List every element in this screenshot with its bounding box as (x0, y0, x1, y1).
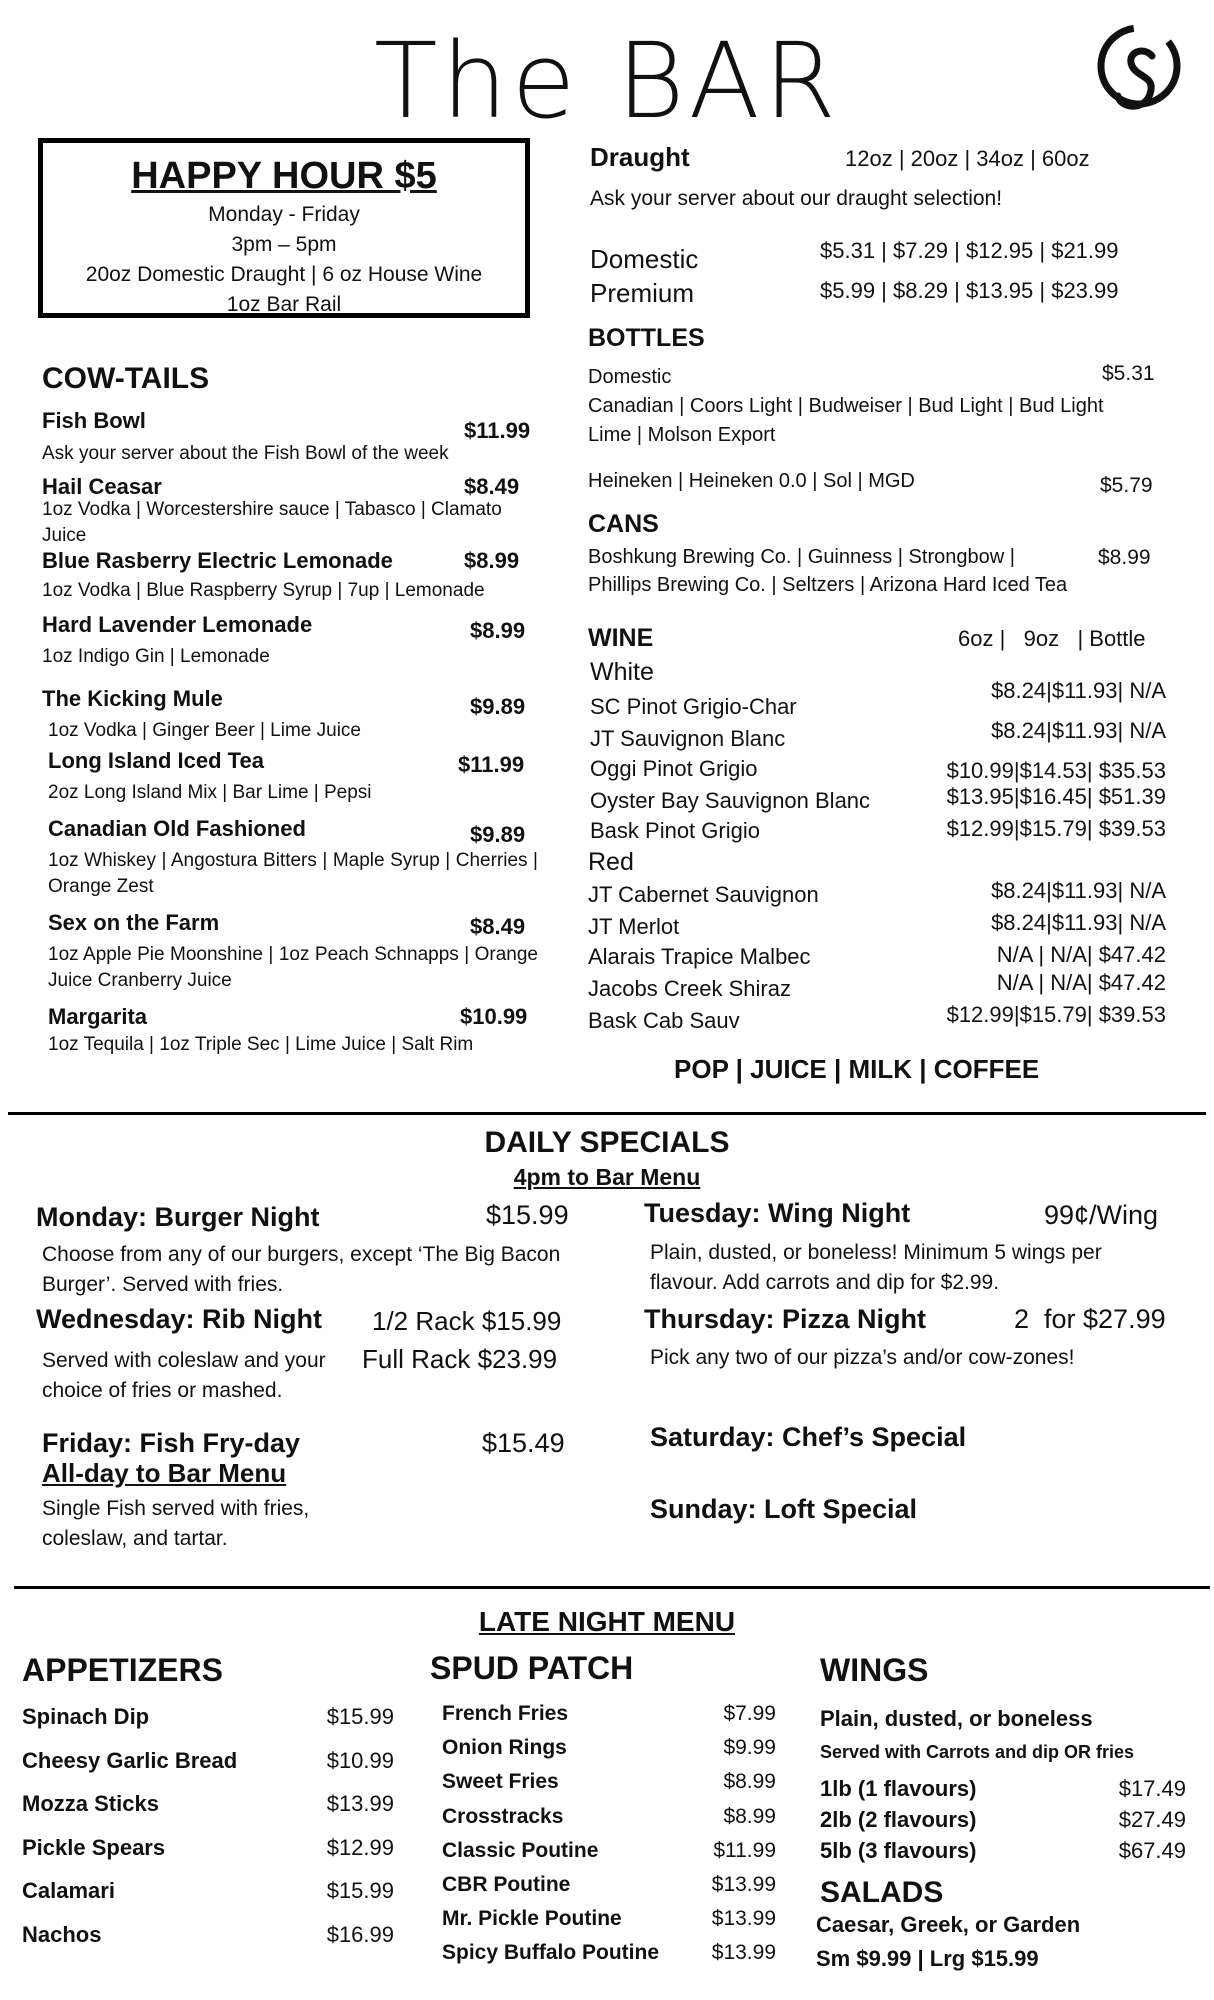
menu-item-name: 1lb (1 flavours) (820, 1776, 977, 1801)
daily-specials-subheading: 4pm to Bar Menu (513, 1164, 701, 1190)
special-thursday-price: 2 for $27.99 (1014, 1304, 1166, 1334)
menu-item-name: CBR Poutine (442, 1873, 571, 1896)
special-tuesday-title: Tuesday: Wing Night (644, 1198, 911, 1228)
bottles-domestic-price: $5.31 (1102, 362, 1155, 385)
menu-item-desc: 1oz Tequila | 1oz Triple Sec | Lime Juice | Salt Rim (48, 1034, 474, 1055)
menu-item-price: $10.99 (326, 1747, 394, 1773)
wings-subtitle: Plain, dusted, or boneless (820, 1706, 1093, 1731)
menu-item-name: Classic Poutine (442, 1838, 599, 1862)
menu-item-price: $9.99 (723, 1736, 776, 1760)
page-title: The BAR (374, 20, 840, 142)
wine-sizes: 6oz | 9oz | Bottle (958, 626, 1146, 651)
menu-item-price: $17.49 (1118, 1776, 1186, 1801)
draught-sizes: 12oz | 20oz | 34oz | 60oz (845, 146, 1090, 171)
draught-note: Ask your server about our draught selection! (590, 187, 1003, 210)
menu-item-name: Crosstracks (442, 1804, 564, 1828)
wine-red-label: Red (588, 848, 634, 876)
wine-name: JT Sauvignon Blanc (590, 726, 786, 751)
menu-item-price: $11.99 (713, 1838, 776, 1862)
cs-monogram-logo-icon (1094, 16, 1184, 126)
menu-item-desc: 1oz Whiskey | Angostura Bitters | Maple Syrup | Cherries | Orange Zest (48, 850, 538, 897)
wine-prices: $12.99|$15.79| $39.53 (946, 1002, 1166, 1027)
special-sunday: Sunday: Loft Special (650, 1494, 918, 1524)
bottles-domestic-list: Lime | Molson Export (588, 424, 776, 446)
special-wednesday-price-full: Full Rack $23.99 (362, 1344, 558, 1374)
daily-specials-heading: DAILY SPECIALS (484, 1126, 730, 1159)
menu-item-price: $8.49 (470, 914, 526, 939)
wine-prices: $13.95|$16.45| $51.39 (946, 784, 1166, 809)
menu-item-name: Hail Ceasar (42, 474, 162, 499)
salads-subtitle: Caesar, Greek, or Garden (816, 1912, 1081, 1937)
menu-item-price: $13.99 (711, 1873, 776, 1896)
wine-name: Bask Pinot Grigio (590, 818, 760, 843)
late-night-heading: LATE NIGHT MENU (478, 1606, 736, 1637)
bottles-import-price: $5.79 (1100, 474, 1153, 497)
salads-heading: SALADS (820, 1876, 944, 1909)
menu-item-name: The Kicking Mule (42, 686, 223, 711)
special-wednesday-desc: Served with coleslaw and your choice of fries or mashed. (42, 1349, 326, 1402)
special-friday-desc: Single Fish served with fries, coleslaw, and tartar. (42, 1497, 310, 1550)
draught-row-name: Premium (590, 278, 695, 308)
wine-name: JT Cabernet Sauvignon (588, 882, 819, 907)
menu-item-price: $8.99 (464, 548, 520, 573)
menu-item-price: $8.99 (470, 618, 526, 643)
menu-item-price: $10.99 (460, 1004, 528, 1029)
menu-item-name: Pickle Spears (22, 1834, 166, 1860)
menu-item-desc: 1oz Vodka | Ginger Beer | Lime Juice (48, 720, 361, 741)
wings-heading: WINGS (820, 1652, 929, 1688)
wine-prices: $8.24|$11.93| N/A (991, 678, 1166, 703)
bottles-import-list: Heineken | Heineken 0.0 | Sol | MGD (588, 470, 915, 492)
menu-item-desc: 1oz Vodka | Worcestershire sauce | Tabasco | Clamato Juice (42, 499, 502, 546)
menu-item-name: Fish Bowl (42, 408, 146, 433)
menu-item-price: $7.99 (723, 1702, 776, 1725)
special-wednesday-title: Wednesday: Rib Night (36, 1304, 323, 1334)
wine-white-label: White (590, 658, 654, 686)
happy-hour-time: 3pm – 5pm (231, 233, 337, 256)
cowtails-heading: COW-TAILS (42, 362, 210, 395)
special-tuesday-price: 99¢/Wing (1044, 1200, 1159, 1230)
menu-item-desc: 1oz Apple Pie Moonshine | 1oz Peach Schnapps | Orange Juice Cranberry Juice (48, 944, 538, 991)
draught-heading: Draught (590, 142, 690, 172)
special-friday-subtitle: All-day to Bar Menu (42, 1458, 287, 1488)
wine-prices: $8.24|$11.93| N/A (991, 718, 1166, 743)
cans-heading: CANS (588, 510, 659, 538)
wine-name: Alarais Trapice Malbec (588, 944, 811, 969)
menu-item-name: Mozza Sticks (22, 1791, 159, 1816)
menu-item-name: Mr. Pickle Poutine (442, 1907, 622, 1931)
cans-list: Boshkung Brewing Co. | Guinness | Strongbow | (588, 546, 1015, 568)
menu-item-price: $16.99 (326, 1921, 394, 1947)
special-monday-desc: Choose from any of our burgers, except ‘The Big Bacon Burger’. Served with fries. (42, 1243, 561, 1296)
special-thursday-desc: Pick any two of our pizza’s and/or cow-zones! (650, 1346, 1075, 1369)
menu-item-name: Spicy Buffalo Poutine (442, 1941, 660, 1965)
menu-item-name: Hard Lavender Lemonade (42, 612, 313, 637)
special-wednesday-price-half: 1/2 Rack $15.99 (372, 1306, 562, 1336)
salads-prices: Sm $9.99 | Lrg $15.99 (816, 1946, 1039, 1971)
menu-item-name: Sweet Fries (442, 1770, 559, 1794)
wine-name: Oggi Pinot Grigio (590, 756, 758, 781)
section-divider (14, 1586, 1210, 1589)
menu-item-price: $8.99 (723, 1804, 776, 1828)
menu-item-price: $11.99 (464, 418, 531, 443)
menu-item-name: Sex on the Farm (48, 910, 220, 935)
wine-prices: $8.24|$11.93| N/A (991, 910, 1166, 935)
bottles-heading: BOTTLES (588, 324, 705, 352)
menu-item-name: Spinach Dip (22, 1704, 150, 1729)
menu-item-name: Long Island Iced Tea (48, 748, 264, 773)
wine-prices: N/A | N/A| $47.42 (996, 942, 1166, 967)
menu-item-desc: 1oz Vodka | Blue Raspberry Syrup | 7up | Lemonade (42, 580, 485, 601)
special-friday-title: Friday: Fish Fry-day (42, 1428, 301, 1458)
cans-list: Phillips Brewing Co. | Seltzers | Arizona Hard Iced Tea (588, 574, 1068, 596)
happy-hour-box (38, 138, 530, 318)
wine-prices: $8.24|$11.93| N/A (991, 878, 1166, 903)
bottles-domestic-label: Domestic (588, 366, 672, 388)
draught-row-prices: $5.99 | $8.29 | $13.95 | $23.99 (820, 278, 1119, 303)
menu-item-desc: 1oz Indigo Gin | Lemonade (42, 646, 270, 667)
wine-prices: $10.99|$14.53| $35.53 (946, 758, 1166, 783)
special-monday-title: Monday: Burger Night (36, 1202, 320, 1232)
menu-item-desc: Ask your server about the Fish Bowl of the week (42, 443, 449, 464)
menu-item-price: $8.49 (464, 474, 520, 499)
wine-name: Bask Cab Sauv (588, 1008, 740, 1033)
wine-name: Jacobs Creek Shiraz (588, 976, 791, 1001)
happy-hour-rail: 1oz Bar Rail (226, 293, 342, 316)
draught-row-prices: $5.31 | $7.29 | $12.95 | $21.99 (820, 238, 1119, 263)
section-divider (8, 1112, 1206, 1115)
menu-item-name: French Fries (442, 1702, 569, 1725)
draught-row-name: Domestic (590, 244, 699, 274)
wine-heading: WINE (588, 624, 654, 652)
wine-name: JT Merlot (588, 914, 680, 939)
special-saturday: Saturday: Chef’s Special (650, 1422, 967, 1452)
menu-item-price: $27.49 (1118, 1807, 1186, 1832)
special-friday-price: $15.49 (482, 1428, 565, 1458)
wings-note: Served with Carrots and dip OR fries (820, 1742, 1135, 1762)
menu-item-name: Cheesy Garlic Bread (22, 1747, 238, 1773)
menu-item-name: Margarita (48, 1004, 148, 1029)
menu-item-price: $8.99 (723, 1770, 776, 1794)
menu-item-price: $9.89 (470, 694, 526, 719)
menu-item-price: $15.99 (326, 1878, 394, 1903)
menu-item-price: $15.99 (326, 1704, 394, 1729)
menu-item-desc: 2oz Long Island Mix | Bar Lime | Pepsi (48, 782, 372, 803)
menu-item-name: Canadian Old Fashioned (48, 816, 306, 841)
wine-name: Oyster Bay Sauvignon Blanc (590, 788, 871, 813)
happy-hour-drinks: 20oz Domestic Draught | 6 oz House Wine (85, 263, 483, 286)
menu-item-price: $13.99 (326, 1791, 394, 1816)
menu-item-price: $9.89 (470, 822, 526, 847)
special-thursday-title: Thursday: Pizza Night (644, 1304, 927, 1334)
special-monday-price: $15.99 (486, 1200, 569, 1230)
menu-item-name: 2lb (2 flavours) (820, 1807, 977, 1832)
menu-item-price: $12.99 (326, 1834, 394, 1860)
wine-name: SC Pinot Grigio-Char (590, 694, 797, 719)
menu-item-name: Onion Rings (442, 1736, 567, 1760)
special-tuesday-desc: Plain, dusted, or boneless! Minimum 5 wings per flavour. Add carrots and dip for $2.99. (650, 1241, 1102, 1294)
menu-item-price: $13.99 (711, 1941, 776, 1965)
menu-item-price: $67.49 (1118, 1838, 1186, 1863)
wine-prices: $12.99|$15.79| $39.53 (946, 816, 1166, 841)
menu-item-price: $11.99 (458, 752, 525, 777)
appetizers-heading: APPETIZERS (22, 1652, 223, 1688)
bottles-domestic-list: Canadian | Coors Light | Budweiser | Bud Light | Bud Light (588, 395, 1104, 417)
menu-item-name: Blue Rasberry Electric Lemonade (42, 548, 393, 573)
spud-patch-heading: SPUD PATCH (430, 1650, 634, 1686)
menu-item-name: 5lb (3 flavours) (820, 1838, 977, 1863)
happy-hour-title: HAPPY HOUR $5 (131, 155, 437, 197)
non-alcoholic-list: POP | JUICE | MILK | COFFEE (674, 1054, 1040, 1084)
menu-item-price: $13.99 (711, 1907, 776, 1931)
wine-prices: N/A | N/A| $47.42 (996, 970, 1166, 995)
menu-item-name: Nachos (22, 1921, 102, 1947)
menu-item-name: Calamari (22, 1878, 115, 1903)
cans-price: $8.99 (1098, 546, 1151, 569)
happy-hour-days: Monday - Friday (208, 203, 360, 226)
